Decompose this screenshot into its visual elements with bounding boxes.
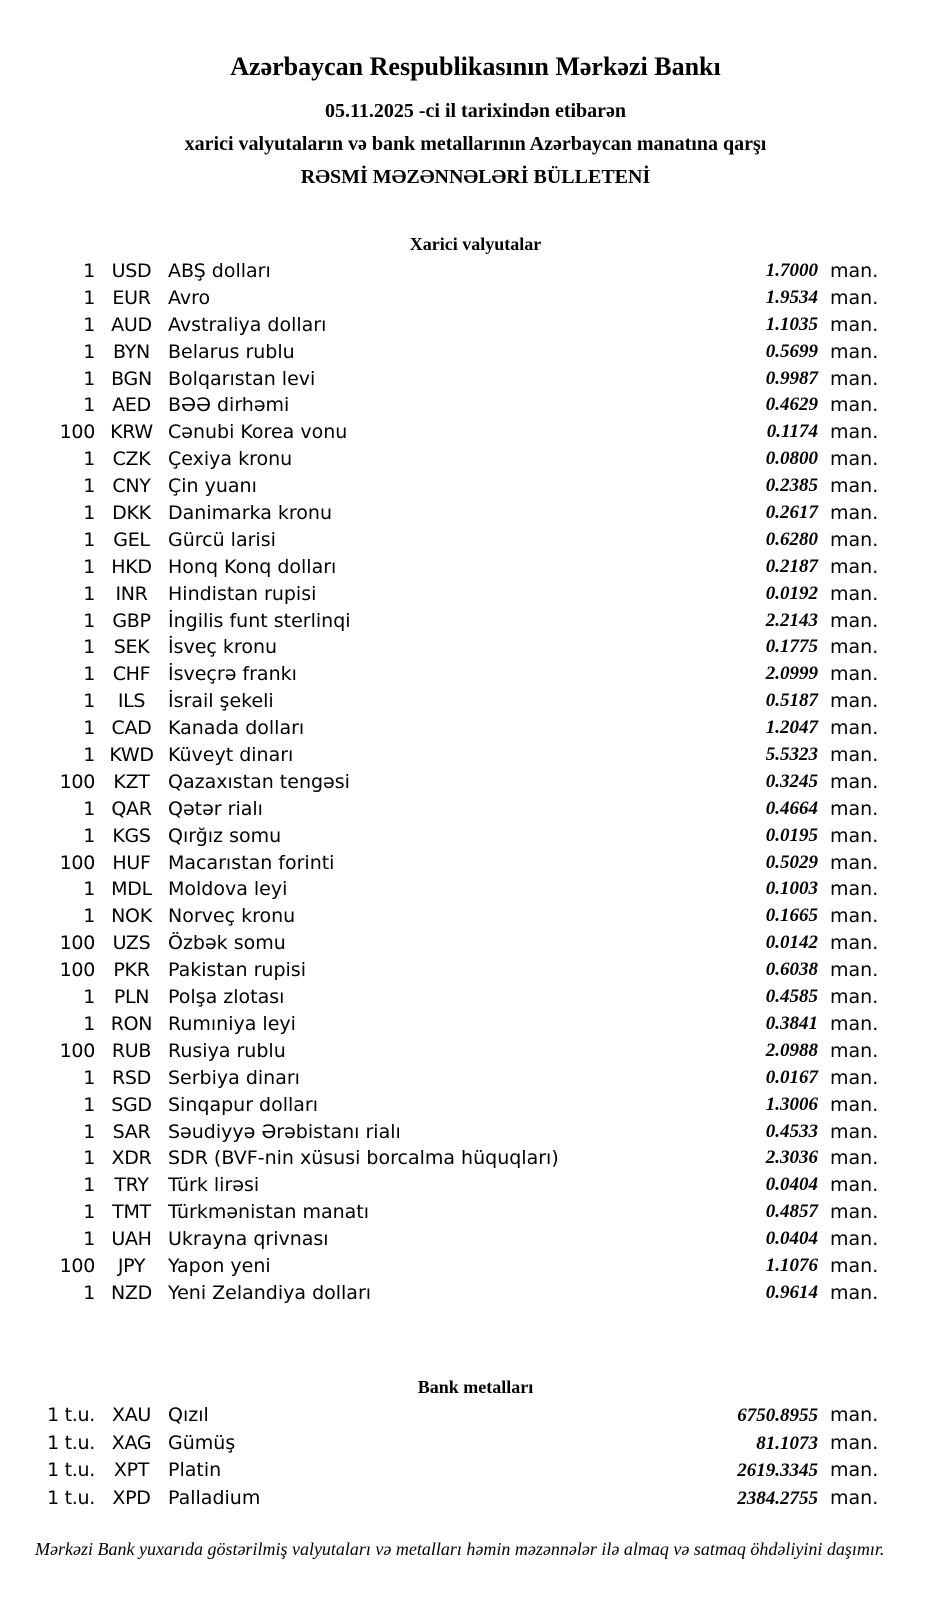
quantity-cell: 100	[59, 770, 95, 793]
quantity-cell: 1	[83, 1281, 95, 1304]
unit-cell: man.	[830, 502, 879, 525]
quantity-cell: 1	[83, 1120, 95, 1143]
currency-code-cell: KWD	[109, 744, 154, 767]
rate-row	[0, 957, 877, 984]
rate-value-cell: 2.0988	[765, 1039, 818, 1061]
rate-value-cell: 0.0195	[765, 824, 818, 846]
rate-row	[0, 876, 877, 903]
currency-name-cell: Hindistan rupisi	[168, 582, 317, 605]
rate-value-cell: 0.6280	[765, 528, 818, 550]
unit-cell: man.	[830, 582, 879, 605]
rate-row	[0, 1457, 877, 1485]
currency-code-cell: TMT	[112, 1201, 151, 1224]
currency-code-cell: KGS	[112, 824, 151, 847]
unit-cell: man.	[830, 1120, 879, 1143]
rate-value-cell: 2384.2755	[737, 1487, 818, 1509]
unit-cell: man.	[830, 663, 879, 686]
rate-row	[0, 1011, 877, 1038]
currency-code-cell: GEL	[113, 528, 150, 551]
currency-name-cell: İngilis funt sterlinqi	[168, 609, 351, 632]
unit-cell: man.	[830, 851, 879, 874]
rate-value-cell: 81.1073	[756, 1432, 818, 1454]
currency-code-cell: UAH	[111, 1228, 152, 1251]
currency-name-cell: Norveç kronu	[168, 905, 296, 928]
unit-cell: man.	[830, 1459, 879, 1481]
quantity-cell: 100	[59, 1039, 95, 1062]
rate-value-cell: 0.0142	[765, 932, 818, 954]
quantity-cell: 1	[83, 1228, 95, 1251]
rate-row	[0, 1280, 877, 1307]
rate-value-cell: 1.1076	[765, 1254, 818, 1276]
quantity-cell: 1	[83, 555, 95, 578]
rate-value-cell: 0.4533	[765, 1120, 818, 1142]
quantity-cell: 1	[83, 367, 95, 390]
quantity-cell: 1 t.u.	[47, 1431, 95, 1454]
unit-cell: man.	[830, 959, 879, 982]
unit-cell: man.	[830, 824, 879, 847]
quantity-cell: 1	[83, 797, 95, 820]
rate-row	[0, 285, 877, 312]
rate-row	[0, 1119, 877, 1146]
currency-name-cell: Polşa zlotası	[168, 986, 285, 1009]
unit-cell: man.	[830, 1486, 879, 1509]
rate-row	[0, 1065, 877, 1092]
currency-code-cell: SEK	[113, 636, 150, 659]
currency-code-cell: JPY	[117, 1254, 146, 1277]
quantity-cell: 1 t.u.	[47, 1486, 95, 1509]
currency-name-cell: Çin yuanı	[168, 475, 257, 498]
rate-value-cell: 0.0800	[765, 448, 818, 470]
rate-value-cell: 0.4585	[765, 986, 818, 1008]
rate-row	[0, 984, 877, 1011]
currency-name-cell: Cənubi Korea vonu	[168, 421, 348, 444]
unit-cell: man.	[830, 932, 879, 955]
quantity-cell: 1	[83, 475, 95, 498]
rate-value-cell: 0.3841	[765, 1012, 818, 1034]
currency-name-cell: Kanada dolları	[168, 717, 305, 740]
unit-cell: man.	[830, 690, 879, 713]
unit-cell: man.	[830, 528, 879, 551]
unit-cell: man.	[830, 744, 879, 767]
quantity-cell: 1	[83, 260, 95, 282]
rate-value-cell: 0.2385	[765, 475, 818, 497]
unit-cell: man.	[830, 421, 879, 444]
unit-cell: man.	[830, 260, 879, 282]
rate-value-cell: 0.6038	[765, 959, 818, 981]
rate-row	[0, 312, 877, 339]
rate-row	[0, 1145, 877, 1172]
unit-cell: man.	[830, 1228, 879, 1251]
currency-code-cell: XAU	[111, 1404, 152, 1426]
rate-value-cell: 0.0404	[765, 1174, 818, 1196]
quantity-cell: 1	[83, 502, 95, 525]
unit-cell: man.	[830, 609, 879, 632]
currency-code-cell: GBP	[112, 609, 151, 632]
rate-row	[0, 1402, 877, 1430]
rate-value-cell: 0.4664	[765, 797, 818, 819]
currency-name-cell: Belarus rublu	[168, 340, 295, 363]
rate-row	[0, 1253, 877, 1280]
unit-cell: man.	[830, 475, 879, 498]
currency-code-cell: AED	[112, 394, 151, 417]
currency-name-cell: Rumıniya leyi	[168, 1012, 296, 1035]
unit-cell: man.	[830, 394, 879, 417]
quantity-cell: 1 t.u.	[47, 1459, 95, 1481]
currency-name-cell: Qətər rialı	[168, 797, 263, 820]
unit-cell: man.	[830, 1147, 879, 1170]
currency-name-cell: Qırğız somu	[168, 824, 282, 847]
currency-code-cell: CNY	[112, 475, 151, 498]
rate-value-cell: 0.2617	[765, 502, 818, 524]
rate-value-cell: 0.5699	[765, 340, 818, 362]
rate-row	[0, 1430, 877, 1458]
currency-name-cell: Səudiyyə Ərəbistanı rialı	[168, 1120, 401, 1143]
currency-name-cell: Avstraliya dolları	[168, 313, 327, 336]
currency-name-cell: SDR (BVF-nin xüsusi borcalma hüquqları)	[168, 1147, 559, 1170]
unit-cell: man.	[830, 448, 879, 471]
rate-row	[0, 1485, 877, 1513]
currency-code-cell: BYN	[113, 340, 150, 363]
quantity-cell: 1	[83, 1012, 95, 1035]
unit-cell: man.	[830, 1093, 879, 1116]
quantity-cell: 1	[83, 286, 95, 309]
rate-row	[0, 823, 877, 850]
quantity-cell: 1	[83, 1066, 95, 1089]
currency-name-cell: Moldova leyi	[168, 878, 288, 901]
unit-cell: man.	[830, 878, 879, 901]
section-title-bank-metals: Bank metalları	[417, 1377, 534, 1397]
unit-cell: man.	[830, 1254, 879, 1277]
unit-cell: man.	[830, 313, 879, 336]
currency-name-cell: Rusiya rublu	[168, 1039, 286, 1062]
rate-value-cell: 2619.3345	[737, 1460, 818, 1481]
bulletin-subtitle: xarici valyutaların və bank metallarının Azərbaycan manatına qarşı	[184, 133, 767, 155]
rate-row	[0, 796, 877, 823]
rate-row	[0, 500, 877, 527]
currency-name-cell: Gümüş	[168, 1431, 236, 1454]
quantity-cell: 1	[83, 340, 95, 363]
quantity-cell: 1	[83, 663, 95, 686]
currency-name-cell: Danimarka kronu	[168, 502, 333, 525]
currency-name-cell: İsveç kronu	[168, 636, 278, 659]
currency-code-cell: TRY	[114, 1174, 149, 1197]
rate-value-cell: 0.0167	[765, 1066, 818, 1088]
unit-cell: man.	[830, 1431, 879, 1454]
unit-cell: man.	[830, 555, 879, 578]
currency-code-cell: RON	[110, 1012, 153, 1035]
rate-row	[0, 930, 877, 957]
currency-name-cell: Pakistan rupisi	[168, 959, 306, 982]
unit-cell: man.	[830, 367, 879, 390]
unit-cell: man.	[830, 1066, 879, 1089]
quantity-cell: 1	[83, 609, 95, 632]
currency-code-cell: INR	[115, 582, 148, 605]
unit-cell: man.	[830, 1012, 879, 1035]
rate-row	[0, 769, 877, 796]
currency-code-cell: CZK	[112, 448, 151, 471]
rate-row	[0, 1199, 877, 1226]
currency-code-cell: KRW	[110, 421, 153, 444]
rate-value-cell: 1.2047	[765, 717, 818, 739]
currency-code-cell: NZD	[111, 1281, 152, 1304]
quantity-cell: 100	[59, 851, 95, 874]
rate-row	[0, 581, 877, 608]
rate-value-cell: 0.5029	[765, 851, 818, 873]
quantity-cell: 1	[83, 1201, 95, 1224]
currency-name-cell: Türkmənistan manatı	[168, 1201, 370, 1224]
currency-name-cell: Sinqapur dolları	[168, 1093, 319, 1116]
currency-code-cell: UZS	[112, 932, 151, 955]
rate-row	[0, 1172, 877, 1199]
unit-cell: man.	[830, 1039, 879, 1062]
currency-code-cell: XPD	[112, 1486, 151, 1509]
currency-code-cell: HUF	[112, 851, 151, 874]
rate-value-cell: 0.9614	[765, 1281, 818, 1303]
quantity-cell: 1	[83, 313, 95, 336]
currency-name-cell: Çexiya kronu	[168, 448, 293, 471]
rate-value-cell: 6750.8955	[737, 1405, 818, 1426]
currency-code-cell: USD	[111, 260, 152, 282]
unit-cell: man.	[830, 286, 879, 309]
unit-cell: man.	[830, 1281, 879, 1304]
currency-code-cell: XAG	[111, 1431, 152, 1454]
rate-row	[0, 1226, 877, 1253]
rate-row	[0, 688, 877, 715]
effective-date-line: 05.11.2025 -ci il tarixindən etibarən	[324, 100, 627, 122]
currency-code-cell: PLN	[113, 986, 150, 1009]
disclaimer-text: Mərkəzi Bank yuxarıda göstərilmiş valyutaları və metalları həmin məzənnələr ilə almaq və satmaq öhdəliyini daşımır.	[35, 1539, 885, 1559]
rate-value-cell: 0.1775	[765, 636, 818, 658]
currency-name-cell: Serbiya dinarı	[168, 1066, 300, 1089]
quantity-cell: 1	[83, 824, 95, 847]
rate-row	[0, 554, 877, 581]
rate-value-cell: 0.1174	[766, 421, 818, 443]
metal-rate-table	[0, 1402, 877, 1512]
rate-value-cell: 0.4857	[765, 1201, 818, 1223]
currency-name-cell: Bolqarıstan levi	[168, 367, 316, 390]
rate-row	[0, 419, 877, 446]
currency-name-cell: Honq Konq dolları	[168, 555, 337, 578]
currency-code-cell: NOK	[111, 905, 152, 928]
rate-value-cell: 1.9534	[765, 286, 818, 308]
currency-code-cell: XPT	[113, 1459, 150, 1481]
currency-code-cell: EUR	[112, 286, 151, 309]
currency-code-cell: SGD	[111, 1093, 152, 1116]
rate-row	[0, 850, 877, 877]
rate-row	[0, 392, 877, 419]
currency-rate-table	[0, 258, 877, 1307]
rate-value-cell: 0.0404	[765, 1228, 818, 1250]
rate-row	[0, 446, 877, 473]
rate-row	[0, 366, 877, 393]
rate-value-cell: 0.9987	[765, 367, 818, 389]
quantity-cell: 1	[83, 394, 95, 417]
rate-value-cell: 1.1035	[765, 313, 818, 335]
rate-value-cell: 2.2143	[765, 609, 818, 631]
quantity-cell: 1	[83, 690, 95, 713]
quantity-cell: 1	[83, 717, 95, 740]
rate-row	[0, 661, 877, 688]
unit-cell: man.	[830, 905, 879, 928]
rate-value-cell: 2.0999	[765, 663, 818, 685]
rate-row	[0, 527, 877, 554]
unit-cell: man.	[830, 717, 879, 740]
bank-title: Azərbaycan Respublikasının Mərkəzi Bankı	[230, 52, 721, 81]
rate-value-cell: 0.1003	[765, 878, 818, 900]
quantity-cell: 1	[83, 1147, 95, 1170]
currency-code-cell: QAR	[111, 797, 152, 820]
rate-value-cell: 2.3036	[765, 1147, 818, 1169]
currency-code-cell: CHF	[112, 663, 151, 686]
unit-cell: man.	[830, 986, 879, 1009]
rate-row	[0, 903, 877, 930]
rate-row	[0, 473, 877, 500]
bulletin-title: RƏSMİ MƏZƏNNƏLƏRİ BÜLLETENİ	[300, 166, 651, 188]
currency-name-cell: Yeni Zelandiya dolları	[168, 1281, 372, 1304]
currency-code-cell: KZT	[113, 770, 150, 793]
currency-name-cell: Macarıstan forinti	[168, 851, 335, 874]
currency-name-cell: İsveçrə frankı	[168, 663, 297, 686]
rate-value-cell: 0.0192	[765, 582, 818, 604]
currency-name-cell: İsrail şekeli	[168, 690, 274, 713]
currency-code-cell: PKR	[113, 959, 150, 982]
unit-cell: man.	[830, 1201, 879, 1224]
currency-name-cell: Küveyt dinarı	[168, 744, 294, 767]
currency-code-cell: SAR	[112, 1120, 151, 1143]
currency-name-cell: Qazaxıstan tengəsi	[168, 770, 350, 793]
currency-code-cell: MDL	[111, 878, 152, 901]
quantity-cell: 100	[59, 959, 95, 982]
rate-value-cell: 1.7000	[765, 260, 818, 281]
currency-name-cell: ABŞ dolları	[168, 260, 271, 282]
unit-cell: man.	[830, 340, 879, 363]
rate-row	[0, 608, 877, 635]
quantity-cell: 100	[59, 421, 95, 444]
rate-value-cell: 1.3006	[765, 1093, 818, 1115]
currency-name-cell: BƏƏ dirhəmi	[168, 394, 290, 417]
rate-value-cell: 0.3245	[765, 770, 818, 792]
rate-row	[0, 1092, 877, 1119]
rate-row	[0, 339, 877, 366]
unit-cell: man.	[830, 770, 879, 793]
currency-name-cell: Qızıl	[168, 1404, 209, 1426]
currency-name-cell: Avro	[168, 286, 211, 309]
unit-cell: man.	[830, 1404, 879, 1426]
currency-code-cell: AUD	[111, 313, 152, 336]
rate-value-cell: 0.4629	[765, 394, 818, 416]
currency-name-cell: Türk lirəsi	[168, 1174, 260, 1197]
rate-row	[0, 742, 877, 769]
quantity-cell: 1 t.u.	[47, 1404, 95, 1426]
currency-code-cell: XDR	[111, 1147, 152, 1170]
currency-name-cell: Palladium	[168, 1486, 261, 1509]
quantity-cell: 1	[83, 448, 95, 471]
currency-code-cell: DKK	[112, 502, 151, 525]
currency-code-cell: BGN	[111, 367, 152, 390]
currency-name-cell: Platin	[168, 1459, 222, 1481]
quantity-cell: 1	[83, 744, 95, 767]
quantity-cell: 1	[83, 636, 95, 659]
rate-value-cell: 0.2187	[765, 555, 818, 577]
rate-row	[0, 634, 877, 661]
quantity-cell: 1	[83, 528, 95, 551]
unit-cell: man.	[830, 1174, 879, 1197]
rate-row	[0, 1038, 877, 1065]
rate-row	[0, 258, 877, 285]
currency-code-cell: RSD	[112, 1066, 151, 1089]
currency-name-cell: Yapon yeni	[168, 1254, 271, 1277]
quantity-cell: 1	[83, 582, 95, 605]
rate-value-cell: 0.5187	[765, 690, 818, 712]
quantity-cell: 100	[59, 1254, 95, 1277]
quantity-cell: 1	[83, 878, 95, 901]
rate-row	[0, 715, 877, 742]
currency-code-cell: CAD	[111, 717, 152, 740]
currency-code-cell: ILS	[117, 690, 146, 713]
rate-value-cell: 0.1665	[765, 905, 818, 927]
currency-name-cell: Ukrayna qrivnası	[168, 1228, 329, 1251]
quantity-cell: 1	[83, 905, 95, 928]
currency-name-cell: Gürcü larisi	[168, 528, 276, 551]
quantity-cell: 1	[83, 1174, 95, 1197]
currency-name-cell: Özbək somu	[168, 932, 286, 955]
quantity-cell: 100	[59, 932, 95, 955]
quantity-cell: 1	[83, 1093, 95, 1116]
currency-code-cell: RUB	[111, 1039, 152, 1062]
section-title-foreign-currencies: Xarici valyutalar	[409, 234, 542, 254]
rate-value-cell: 5.5323	[765, 744, 818, 766]
unit-cell: man.	[830, 636, 879, 659]
quantity-cell: 1	[83, 986, 95, 1009]
unit-cell: man.	[830, 797, 879, 820]
currency-code-cell: HKD	[111, 555, 152, 578]
